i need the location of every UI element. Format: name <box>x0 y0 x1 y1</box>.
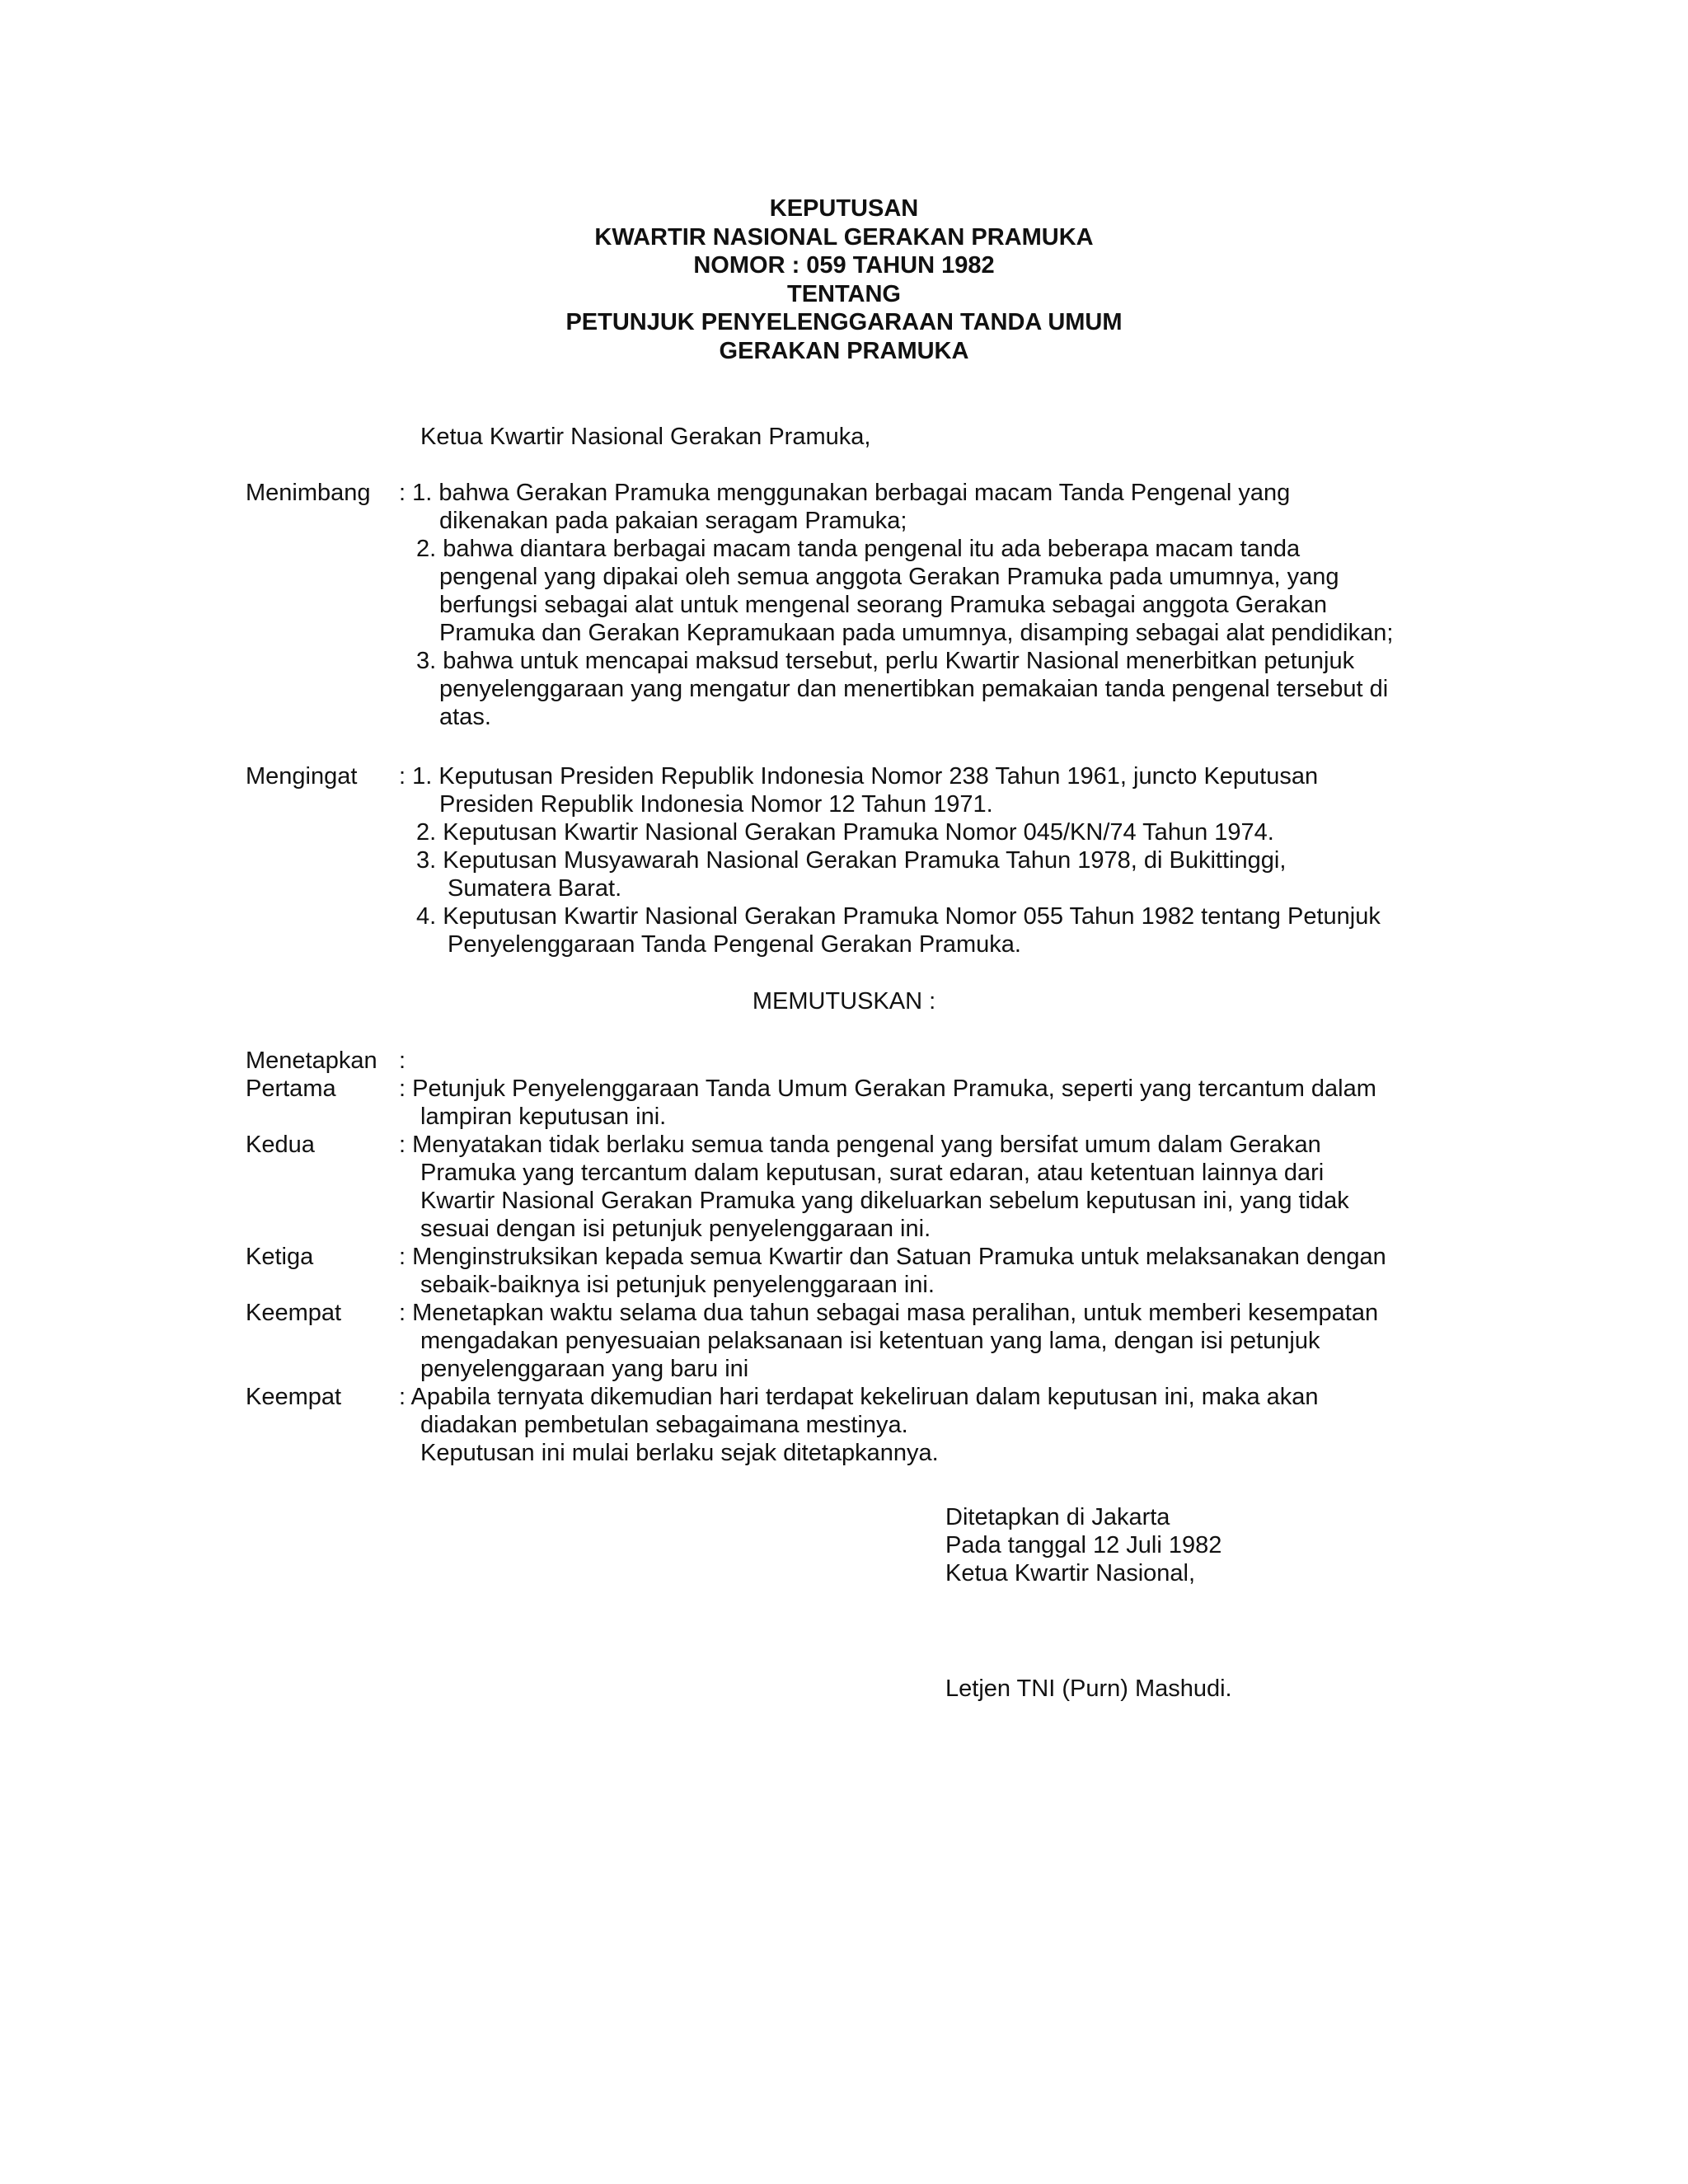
keempat-label: Keempat <box>246 1300 342 1326</box>
keempat-line: : Menetapkan waktu selama dua tahun sebagai masa peralihan, untuk memberi kesempatan <box>399 1300 1379 1326</box>
menimbang-line: : 1. bahwa Gerakan Pramuka menggunakan berbagai macam Tanda Pengenal yang <box>399 480 1291 506</box>
heading-line-keputusan: KEPUTUSAN <box>769 195 919 222</box>
kedua-line: Pramuka yang tercantum dalam keputusan, surat edaran, atau ketentuan lainnya dari <box>420 1160 1325 1186</box>
memutuskan-heading: MEMUTUSKAN : <box>752 988 936 1015</box>
document-heading <box>0 194 1688 365</box>
menimbang-line: 3. bahwa untuk mencapai maksud tersebut, perlu Kwartir Nasional menerbitkan petunjuk <box>416 648 1355 674</box>
menimbang-line: penyelenggaraan yang mengatur dan menertibkan pemakaian tanda pengenal tersebut di <box>439 676 1389 702</box>
kedua-line: sesuai dengan isi petunjuk penyelenggaraan ini. <box>420 1216 931 1242</box>
keempat-second-line: Keputusan ini mulai berlaku sejak ditetapkannya. <box>420 1440 939 1466</box>
menimbang-line: dikenakan pada pakaian seragam Pramuka; <box>439 508 907 534</box>
kedua-line: : Menyatakan tidak berlaku semua tanda pengenal yang bersifat umum dalam Gerakan <box>399 1132 1321 1158</box>
heading-line-subject-cont: GERAKAN PRAMUKA <box>719 337 969 364</box>
mengingat-label: Mengingat <box>246 763 358 790</box>
mengingat-line: 2. Keputusan Kwartir Nasional Gerakan Pramuka Nomor 045/KN/74 Tahun 1974. <box>416 819 1274 846</box>
menimbang-line: berfungsi sebagai alat untuk mengenal seorang Pramuka sebagai anggota Gerakan <box>439 592 1327 618</box>
heading-line-subject: PETUNJUK PENYELENGGARAAN TANDA UMUM <box>565 309 1123 335</box>
ketiga-line: : Menginstruksikan kepada semua Kwartir dan Satuan Pramuka untuk melaksanakan dengan <box>399 1244 1386 1270</box>
menimbang-line: pengenal yang dipakai oleh semua anggota Gerakan Pramuka pada umumnya, yang <box>439 564 1339 590</box>
menetapkan-colon: : <box>399 1047 406 1074</box>
keempat-second-label: Keempat <box>246 1384 342 1410</box>
heading-line-organization: KWARTIR NASIONAL GERAKAN PRAMUKA <box>594 223 1094 251</box>
ketiga-line: sebaik-baiknya isi petunjuk penyelenggaraan ini. <box>420 1272 935 1298</box>
kedua-label: Kedua <box>246 1132 315 1158</box>
pertama-line: : Petunjuk Penyelenggaraan Tanda Umum Gerakan Pramuka, seperti yang tercantum dalam <box>399 1076 1376 1102</box>
signature-place: Ditetapkan di Jakarta <box>945 1504 1170 1530</box>
heading-line-tentang: TENTANG <box>786 280 901 307</box>
opening-line: Ketua Kwartir Nasional Gerakan Pramuka, <box>420 424 871 450</box>
mengingat-line: Presiden Republik Indonesia Nomor 12 Tahun 1971. <box>439 791 993 818</box>
pertama-label: Pertama <box>246 1076 336 1102</box>
mengingat-line: 3. Keputusan Musyawarah Nasional Gerakan Pramuka Tahun 1978, di Bukittinggi, <box>416 847 1287 874</box>
mengingat-line: Sumatera Barat. <box>448 875 622 902</box>
heading-line-number: NOMOR : 059 TAHUN 1982 <box>693 252 995 279</box>
menimbang-label: Menimbang <box>246 480 371 506</box>
keempat-second-line: diadakan pembetulan sebagaimana mestinya. <box>420 1412 908 1438</box>
keempat-line: mengadakan penyesuaian pelaksanaan isi ketentuan yang lama, dengan isi petunjuk <box>420 1328 1320 1354</box>
mengingat-line: Penyelenggaraan Tanda Pengenal Gerakan Pramuka. <box>448 931 1021 958</box>
menetapkan-label: Menetapkan <box>246 1047 377 1074</box>
keempat-second-line: : Apabila ternyata dikemudian hari terdapat kekeliruan dalam keputusan ini, maka akan <box>399 1384 1319 1410</box>
menimbang-line: Pramuka dan Gerakan Kepramukaan pada umumnya, disamping sebagai alat pendidikan; <box>439 620 1394 646</box>
signatory-name: Letjen TNI (Purn) Mashudi. <box>945 1675 1232 1702</box>
kedua-line: Kwartir Nasional Gerakan Pramuka yang dikeluarkan sebelum keputusan ini, yang tidak <box>420 1188 1349 1214</box>
mengingat-line: 4. Keputusan Kwartir Nasional Gerakan Pramuka Nomor 055 Tahun 1982 tentang Petunjuk <box>416 903 1381 930</box>
mengingat-line: : 1. Keputusan Presiden Republik Indonesia Nomor 238 Tahun 1961, juncto Keputusan <box>399 763 1319 790</box>
signature-position: Ketua Kwartir Nasional, <box>945 1560 1196 1586</box>
menimbang-line: atas. <box>439 704 491 730</box>
keempat-line: penyelenggaraan yang baru ini <box>420 1356 749 1382</box>
ketiga-label: Ketiga <box>246 1244 314 1270</box>
menimbang-line: 2. bahwa diantara berbagai macam tanda pengenal itu ada beberapa macam tanda <box>416 536 1301 562</box>
pertama-line: lampiran keputusan ini. <box>420 1104 667 1130</box>
signature-date: Pada tanggal 12 Juli 1982 <box>945 1532 1222 1558</box>
